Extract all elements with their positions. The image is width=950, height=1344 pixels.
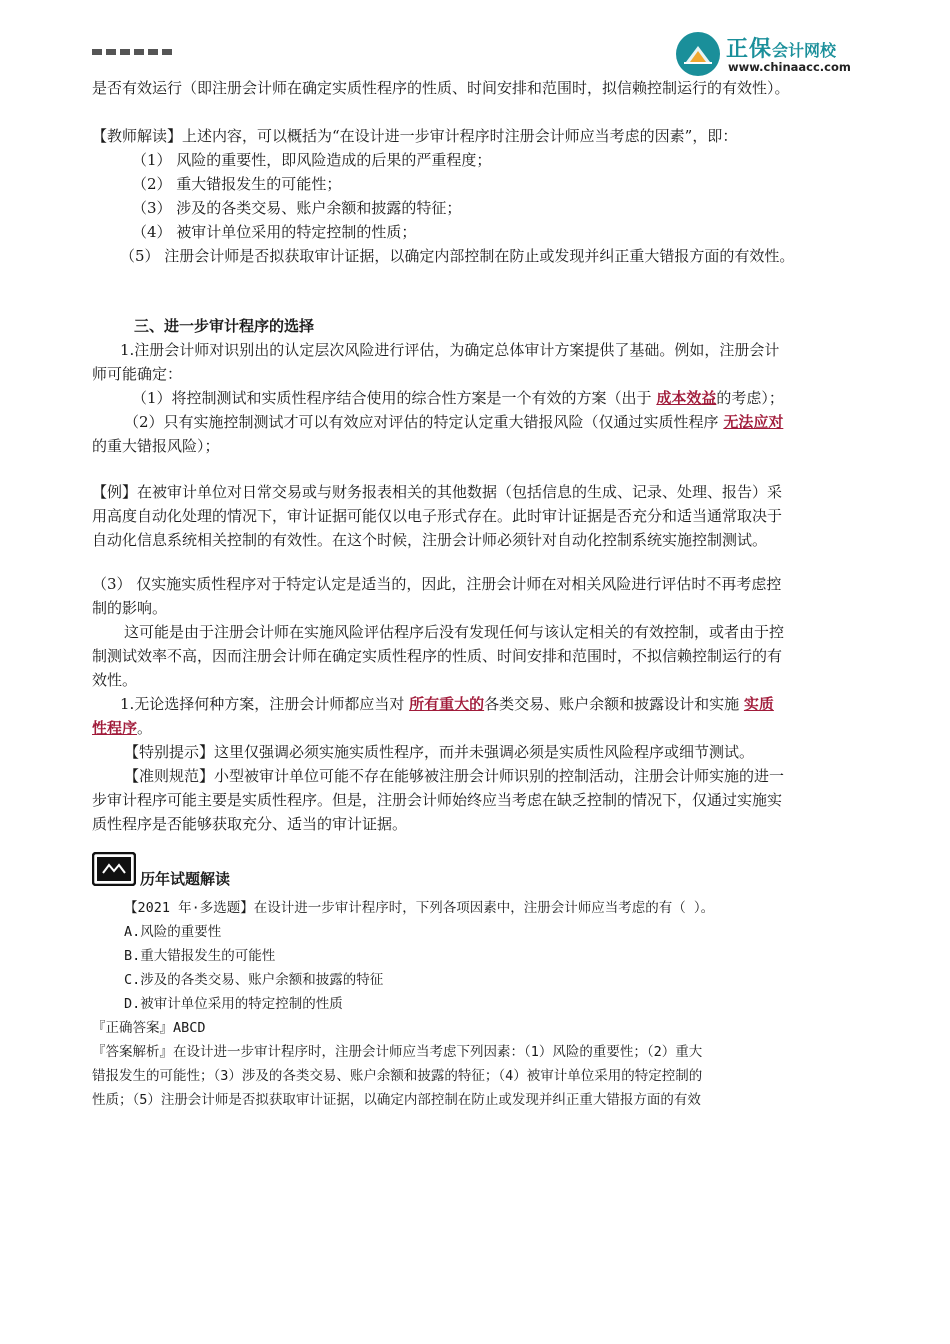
reason-line3: 效性。 (92, 671, 138, 689)
rule-line3: 质性程序是否能够获取充分、适当的审计证据。 (92, 815, 408, 833)
option-1 (132, 386, 784, 410)
option-2-highlight: 无法应对 (723, 413, 784, 431)
section-title: 三、进一步审计程序的选择 (134, 317, 315, 335)
exam-analysis-line1: 『答案解析』在设计进一步审计程序时，注册会计师应当考虑下列因素：（1）风险的重要性；（2）重大 (92, 1044, 703, 1060)
paragraph-2-mid: 各类交易、账户余额和披露设计和实施 (484, 695, 744, 713)
exam-board-icon (92, 852, 136, 886)
option-1-text: （1）将控制测试和实质性程序结合使用的综合性方案是一个有效的方案（出于 (132, 389, 657, 407)
logo-book-icon (676, 32, 720, 76)
example-line2: 用高度自动化处理的情况下，审计证据可能仅以电子形式存在。此时审计证据是否充分和适当通常取决于 (92, 507, 783, 525)
logo-brand-big: 正保 (726, 37, 773, 62)
reason-line2: 制测试效率不高，因而注册会计师在确定实质性程序的性质、时间安排和范围时，不拟信赖控制运行的有 (92, 647, 783, 665)
logo-brand-small: 会计网校 (772, 41, 837, 60)
special-note: 【特别提示】这里仅强调必须实施实质性程序，而并未强调必须是实质性风险程序或细节测试。 (124, 743, 755, 761)
option-2-text: （2）只有实施控制测试才可以有效应对评估的特定认定重大错报风险（仅通过实质性程序 (124, 413, 724, 431)
exam-analysis-line2: 错报发生的可能性；（3）涉及的各类交易、账户余额和披露的特征；（4）被审计单位采用的特定控制的 (92, 1068, 703, 1084)
exam-option-d: D.被审计单位采用的特定控制的性质 (124, 996, 343, 1012)
paragraph-2-highlight-2b: 性程序 (92, 719, 138, 737)
option-3-line1: （3） 仅实施实质性程序对于特定认定是适当的，因此，注册会计师在对相关风险进行评估时不再考虑控 (92, 575, 782, 593)
teacher-item-2: （2） 重大错报发生的可能性； (132, 175, 342, 193)
paragraph-2-end: 。 (137, 719, 153, 737)
paragraph-2-text: 1.无论选择何种方案，注册会计师都应当对 (120, 695, 410, 713)
example-line1: 【例】在被审计单位对日常交易或与财务报表相关的其他数据（包括信息的生成、记录、处理、报告）采 (92, 483, 783, 501)
section-p1-line2: 师可能确定： (92, 365, 183, 383)
exam-option-c: C.涉及的各类交易、账户余额和披露的特征 (124, 972, 384, 988)
rule-line2: 步审计程序可能主要是实质性程序。但是，注册会计师始终应当考虑在缺乏控制的情况下，仅通过实施实 (92, 791, 783, 809)
option-3-line2: 制的影响。 (92, 599, 168, 617)
paragraph-2-highlight-2: 实质 (743, 695, 774, 713)
logo-title (726, 32, 836, 63)
logo-url: www.chinaacc.com (728, 60, 851, 74)
teacher-item-4: （4） 被审计单位采用的特定控制的性质； (132, 223, 417, 241)
exam-question: 【2021 年·多选题】在设计进一步审计程序时，下列各项因素中，注册会计师应当考虑的有（ ）。 (124, 900, 715, 916)
option-2-line2: 的重大错报风险）； (92, 437, 220, 455)
reason-line1: 这可能是由于注册会计师在实施风险评估程序后没有发现任何与该认定相关的有效控制，或者由于控 (124, 623, 785, 641)
paragraph-top: 是否有效运行（即注册会计师在确定实质性程序的性质、时间安排和范围时，拟信赖控制运行的有效性）。 (92, 79, 790, 97)
teacher-item-3: （3） 涉及的各类交易、账户余额和披露的特征； (132, 199, 462, 217)
option-1-tail: 的考虑）； (716, 389, 784, 407)
teacher-intro: 【教师解读】上述内容，可以概括为“在设计进一步审计程序时注册会计师应当考虑的因素”，即： (92, 127, 738, 145)
teacher-item-1: （1） 风险的重要性，即风险造成的后果的严重程度； (132, 151, 492, 169)
paragraph-2-highlight-1: 所有重大的 (409, 695, 485, 713)
paragraph-2-line2 (92, 716, 152, 740)
example-line3: 自动化信息系统相关控制的有效性。在这个时候，注册会计师必须针对自动化控制系统实施控制测试。 (92, 531, 768, 549)
exam-title: 历年试题解读 (140, 870, 231, 888)
option-2 (124, 410, 783, 434)
exam-option-b: B.重大错报发生的可能性 (124, 948, 276, 964)
teacher-item-5: （5） 注册会计师是否拟获取审计证据，以确定内部控制在防止或发现并纠正重大错报方面的有效性。 (120, 247, 795, 265)
exam-analysis-line3: 性质；（5）注册会计师是否拟获取审计证据，以确定内部控制在防止或发现并纠正重大错报方面的有效 (92, 1092, 701, 1108)
exam-option-a: A.风险的重要性 (124, 924, 222, 940)
exam-answer: 『正确答案』ABCD (92, 1020, 206, 1036)
option-1-highlight: 成本效益 (656, 389, 717, 407)
cropped-text-line (92, 47, 187, 55)
brand-logo (676, 28, 866, 80)
paragraph-2 (120, 692, 774, 716)
section-p1-line1: 1.注册会计师对识别出的认定层次风险进行评估，为确定总体审计方案提供了基础。例如，注册会计 (120, 341, 780, 359)
rule-line1: 【准则规范】小型被审计单位可能不存在能够被注册会计师识别的控制活动，注册会计师实施的进一 (124, 767, 785, 785)
